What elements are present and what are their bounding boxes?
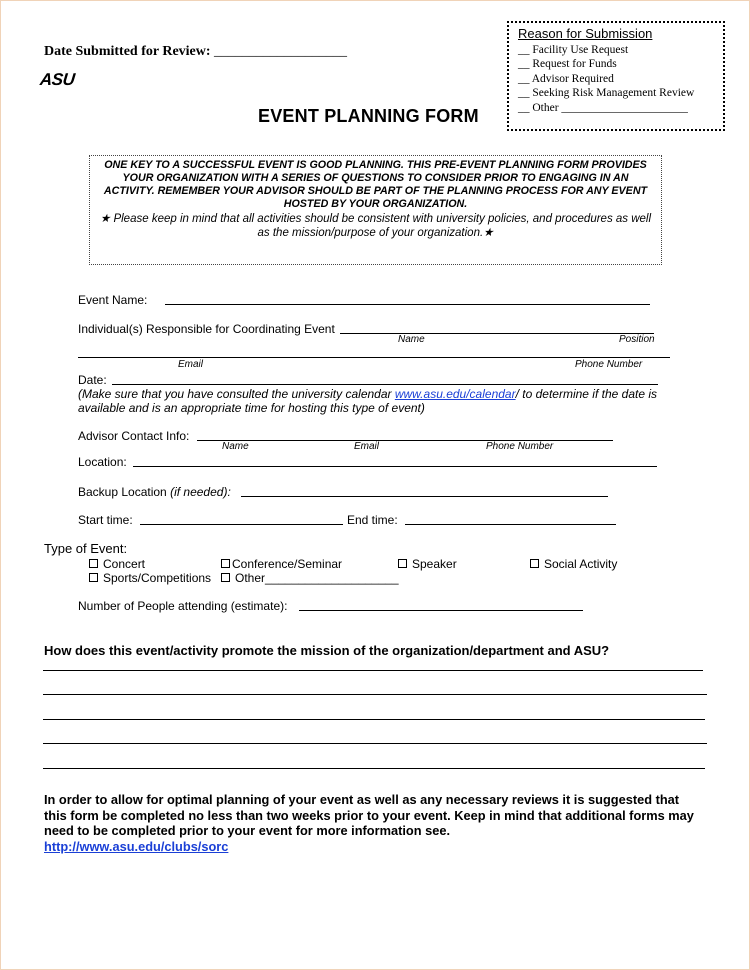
checkbox-icon[interactable] <box>89 573 98 582</box>
type-concert-label: Concert <box>103 557 146 571</box>
sorc-link[interactable]: http://www.asu.edu/clubs/sorc <box>44 839 229 854</box>
answer-line-4[interactable] <box>43 743 707 744</box>
type-other[interactable] <box>221 571 399 585</box>
event-name-label: Event Name: <box>78 293 148 307</box>
reason-for-submission-box <box>507 21 725 131</box>
checkbox-icon[interactable] <box>398 559 407 568</box>
backup-location-label: Backup Location <box>78 485 167 499</box>
reason-option-facility[interactable]: __ Facility Use Request <box>518 43 629 56</box>
advisor-sub-email: Email <box>354 441 380 452</box>
calendar-link[interactable]: www.asu.edu/calendar <box>394 387 516 401</box>
advisor-label: Advisor Contact Info: <box>78 429 190 443</box>
page-title: EVENT PLANNING FORM <box>258 106 479 126</box>
coordinator-sub-email: Email <box>178 359 204 370</box>
checkbox-icon[interactable] <box>89 559 98 568</box>
mission-question: How does this event/activity promote the mission of the organization/department and ASU? <box>44 643 610 658</box>
advisor-sub-phone: Phone Number <box>486 441 554 452</box>
date-label: Date: <box>78 373 107 387</box>
date-note-line2: available and is an appropriate time for hosting this type of event) <box>78 401 425 415</box>
intro-caps-text: ONE KEY TO A SUCCESSFUL EVENT IS GOOD PLANNING. THIS PRE-EVENT PLANNING FORM PROVIDES YOUR ORGANIZATION WITH A SERIES OF QUESTIONS TO CONSIDER PRIOR TO ENGAGING IN AN ACTIVITY. REMEMBER YOUR ADVISOR SHOULD BE PART OF THE PLANNING PROCESS FOR ANY EVENT HOSTED BY YOUR ORGANIZATION. <box>103 159 648 210</box>
answer-line-1[interactable] <box>43 670 703 671</box>
intro-box <box>89 155 662 265</box>
end-time-label: End time: <box>347 513 398 527</box>
coordinator-sub-name: Name <box>398 334 425 345</box>
asu-logo: ASU <box>39 70 76 89</box>
coordinator-label: Individual(s) Responsible for Coordinating Event <box>78 322 335 336</box>
type-of-event-label: Type of Event: <box>44 541 128 556</box>
type-speaker[interactable] <box>398 557 457 571</box>
reason-option-advisor[interactable]: __ Advisor Required <box>518 72 614 85</box>
type-sports-label: Sports/Competitions <box>103 571 212 585</box>
date-note-prefix: (Make sure that you have consulted the university calendar <box>78 387 395 401</box>
event-name-row <box>78 293 147 307</box>
type-sports[interactable] <box>89 571 211 585</box>
coordinator-sub-phone: Phone Number <box>575 359 643 370</box>
date-note-suffix: / to determine if the date is <box>515 387 658 401</box>
attendance-line[interactable] <box>299 610 583 611</box>
type-conference[interactable] <box>221 557 342 571</box>
checkbox-icon[interactable] <box>221 559 230 568</box>
type-conference-label: Conference/Seminar <box>232 557 343 571</box>
coordinator-contact-line[interactable] <box>78 357 670 358</box>
location-label: Location: <box>78 455 127 469</box>
advisor-sub-name: Name <box>222 441 249 452</box>
coordinator-sub-position: Position <box>619 334 655 345</box>
date-line[interactable] <box>112 384 658 385</box>
coordinator-line[interactable] <box>340 333 654 334</box>
reason-option-other[interactable]: __ Other ______________________ <box>518 101 688 114</box>
checkbox-icon[interactable] <box>530 559 539 568</box>
backup-location-hint: (if needed): <box>170 485 231 499</box>
reason-title: Reason for Submission <box>518 26 653 41</box>
footer-note: In order to allow for optimal planning of your event as well as any necessary reviews it is suggested that this form be completed no less than two weeks prior to your event. Keep in mind that additional forms may need to be completed prior to your event for more information see. <box>44 792 694 838</box>
date-submitted-blank[interactable]: ___________________ <box>214 44 348 59</box>
backup-location-line[interactable] <box>241 496 608 497</box>
checkbox-icon[interactable] <box>221 573 230 582</box>
date-submitted-label: Date Submitted for Review: <box>44 44 211 59</box>
attendance-label: Number of People attending (estimate): <box>78 599 288 613</box>
start-time-line[interactable] <box>140 524 343 525</box>
location-line[interactable] <box>133 466 657 467</box>
date-note-line1 <box>78 387 657 401</box>
type-concert[interactable] <box>89 557 145 571</box>
type-speaker-label: Speaker <box>412 557 457 571</box>
intro-note-text: ★ Please keep in mind that all activities should be consistent with university policies, and procedures as well as the mission/purpose of your organization.★ <box>99 213 652 239</box>
answer-line-5[interactable] <box>43 768 705 769</box>
end-time-line[interactable] <box>405 524 616 525</box>
answer-line-2[interactable] <box>43 694 707 695</box>
reason-option-funds[interactable]: __ Request for Funds <box>518 58 617 70</box>
type-social-label: Social Activity <box>544 557 618 571</box>
date-submitted-row <box>44 44 347 60</box>
reason-option-risk[interactable]: __ Seeking Risk Management Review <box>518 87 695 99</box>
type-social[interactable] <box>530 557 617 571</box>
event-name-line[interactable] <box>165 304 650 305</box>
start-time-label: Start time: <box>78 513 133 527</box>
type-other-blank[interactable]: ____________________ <box>265 571 399 585</box>
answer-line-3[interactable] <box>43 719 705 720</box>
backup-location-row <box>78 485 231 499</box>
type-other-label: Other <box>235 571 266 585</box>
